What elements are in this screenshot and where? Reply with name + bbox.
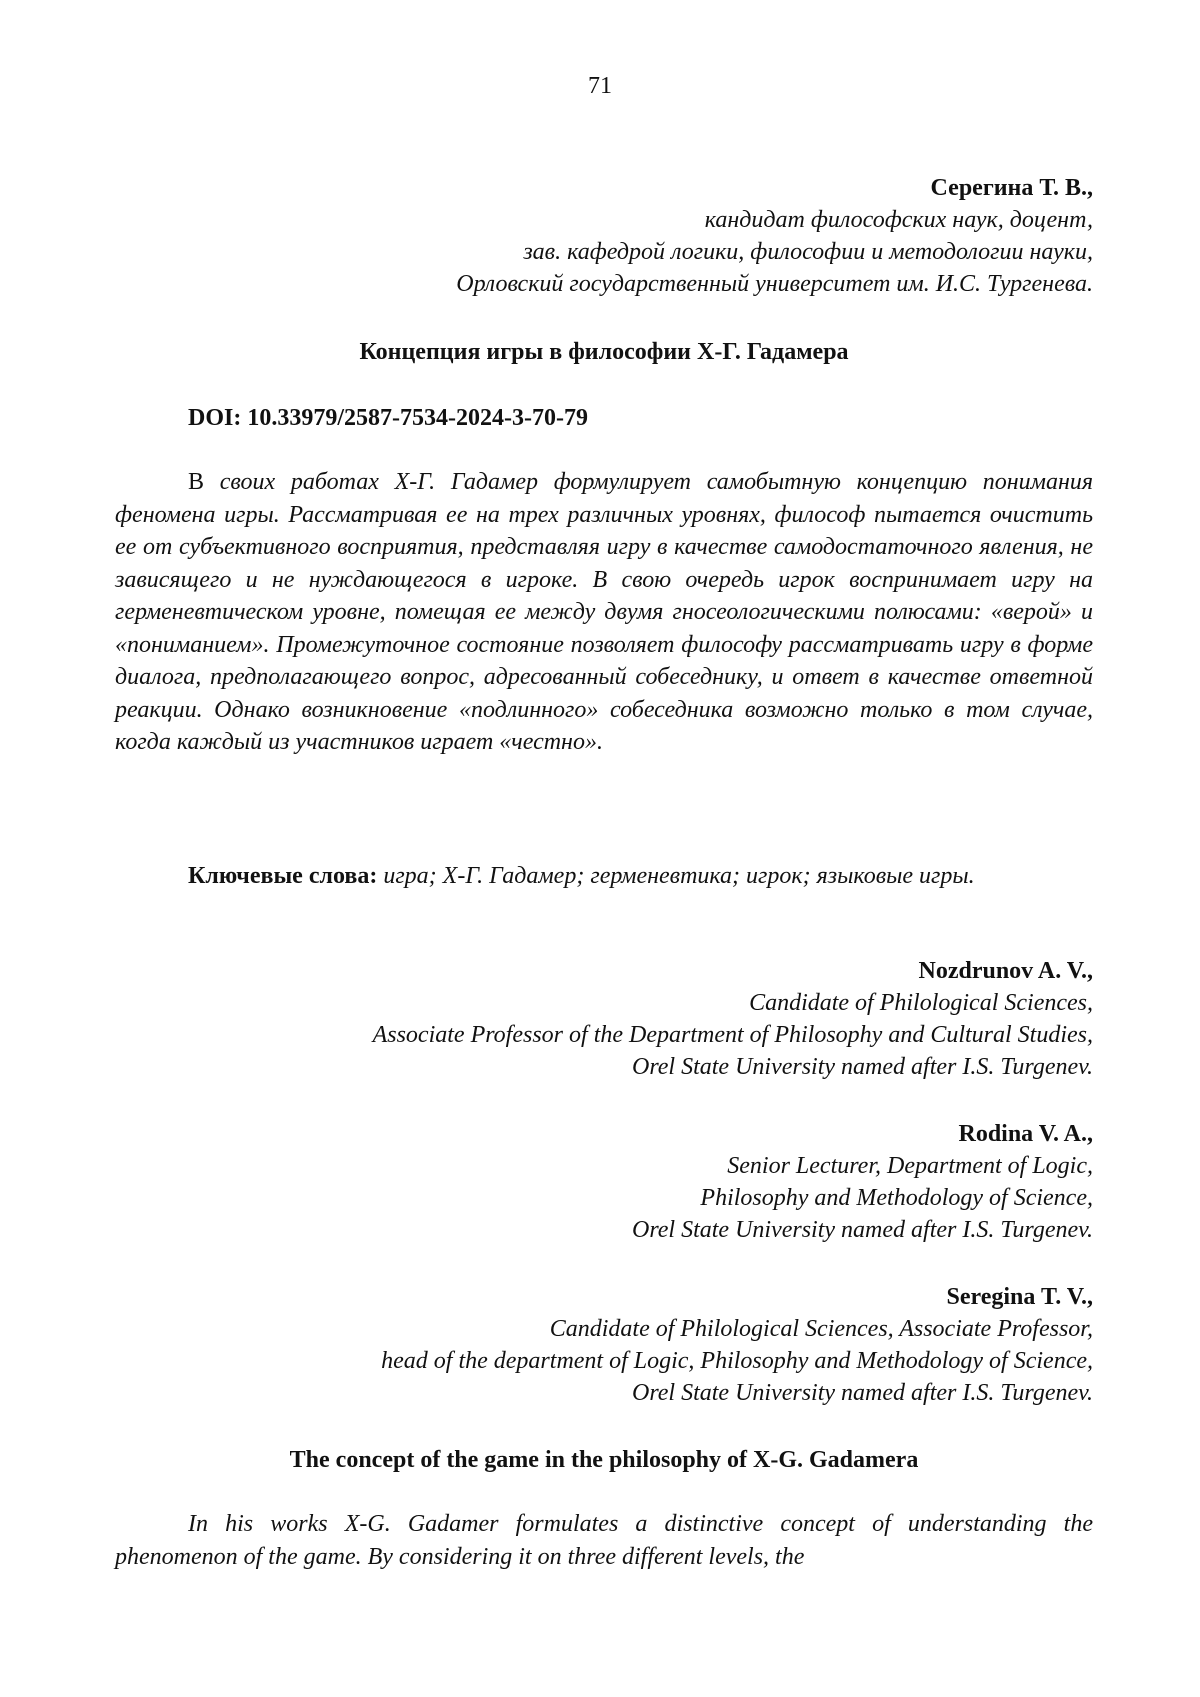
author-position: Senior Lecturer, Department of Logic,: [727, 1153, 1093, 1179]
author-position: Associate Professor of the Department of Philosophy and Cultural Studies,: [372, 1022, 1093, 1048]
doi: DOI: 10.33979/2587-7534-2024-3-70-79: [188, 405, 588, 431]
english-author-block-3: [115, 1281, 1093, 1409]
abstract-first-word: В: [188, 469, 205, 495]
keywords-label: Ключевые слова:: [188, 863, 378, 889]
author-position: head of the department of Logic, Philosophy and Methodology of Science,: [381, 1348, 1093, 1374]
author-position: зав. кафедрой логики, философии и методологии науки,: [523, 239, 1093, 265]
author-position: Philosophy and Methodology of Science,: [700, 1185, 1093, 1211]
abstract-russian: [115, 466, 1093, 759]
author-affiliation: Orel State University named after I.S. Turgenev.: [631, 1054, 1093, 1080]
author-affiliation: Орловский государственный университет им. И.С. Тургенева.: [456, 271, 1093, 297]
author-name: Rodina V. A.,: [958, 1121, 1093, 1147]
english-author-block-2: [115, 1118, 1093, 1246]
keywords-text: игра; Х-Г. Гадамер; герменевтика; игрок; языковые игры.: [377, 863, 975, 889]
author-name: Nozdrunov A. V.,: [918, 958, 1093, 984]
article-title-russian: Концепция игры в философии Х-Г. Гадамера: [359, 339, 849, 365]
article-title-english: The concept of the game in the philosophy of X-G. Gadamera: [289, 1447, 919, 1473]
abstract-text: In his works X-G. Gadamer formulates a distinctive concept of understanding the phenomenon of the game. By considering it on three different levels, the: [115, 1511, 1093, 1570]
author-degree: Candidate of Philological Sciences,: [749, 990, 1093, 1016]
author-name: Seregina T. V.,: [946, 1284, 1093, 1310]
english-author-block-1: [115, 955, 1093, 1083]
abstract-english: [115, 1508, 1093, 1573]
keywords-russian: [115, 860, 1093, 893]
abstract-text: своих работах Х-Г. Гадамер формулирует самобытную концепцию понимания феномена игры. Рассматривая ее на трех различных уровнях, философ пытается очистить ее от субъективного восприятия, представляя игру в качестве самодостаточного явления, не зависящего и не нуждающегося в игроке. В свою очередь игрок воспринимает игру на герменевтическом уровне, помещая ее между двумя гносеологическими полюсами: «верой» и «пониманием». Промежуточное состояние позволяет философу рассматривать игру в форме диалога, предполагающего вопрос, адресованный собеседнику, и ответ в качестве ответной реакции. Однако возникновение «подлинного» собеседника возможно только в том случае, когда каждый из участников играет «честно».: [115, 469, 1094, 755]
author-name: Серегина Т. В.,: [930, 175, 1093, 201]
author-degree: Candidate of Philological Sciences, Associate Professor,: [549, 1316, 1093, 1342]
author-affiliation: Orel State University named after I.S. Turgenev.: [631, 1217, 1093, 1243]
page-number: 71: [588, 73, 612, 99]
author-affiliation: Orel State University named after I.S. Turgenev.: [631, 1380, 1093, 1406]
russian-author-block: [115, 172, 1093, 300]
author-degree: кандидат философских наук, доцент,: [704, 207, 1093, 233]
